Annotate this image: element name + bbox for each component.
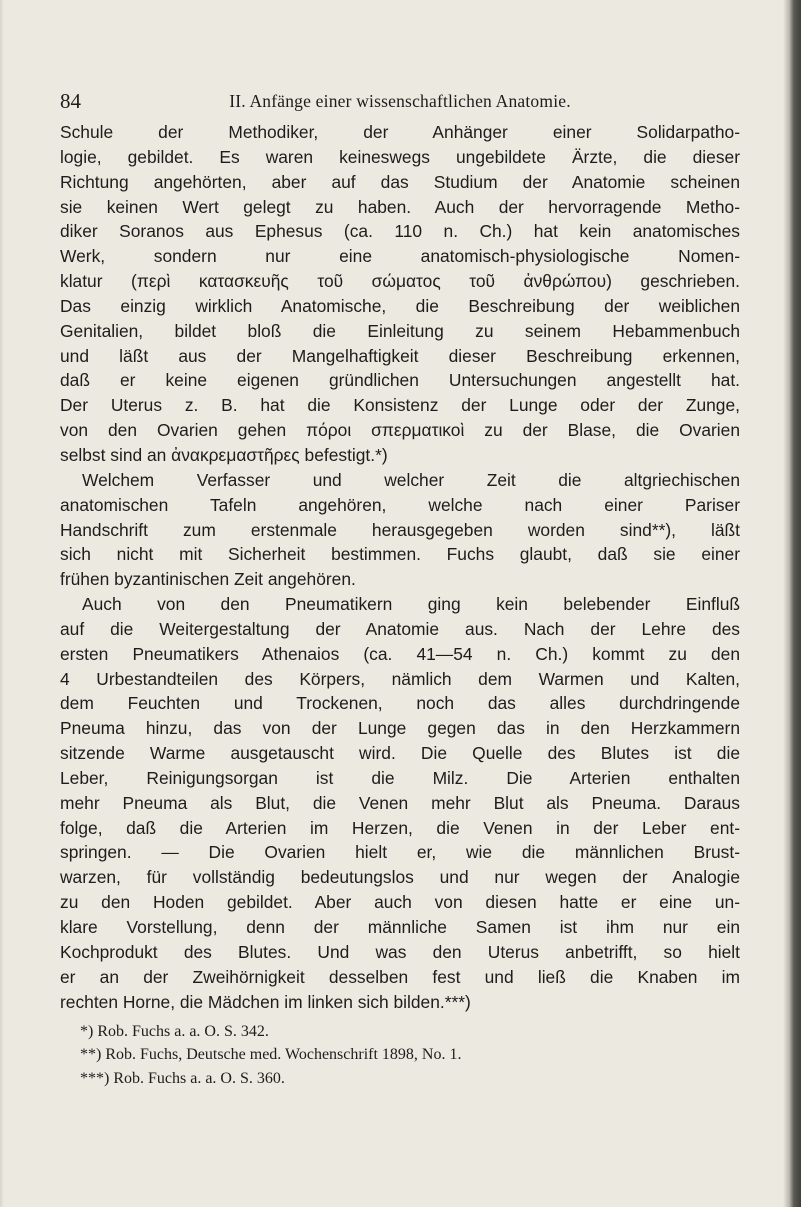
page-header <box>60 89 740 119</box>
text-line: von den Ovarien gehen πόροι σπερματικοὶ zu der Blase, die Ovarien <box>60 420 740 441</box>
text-line: klare Vorstellung, denn der männliche Samen ist ihm nur ein <box>60 917 740 937</box>
text-line: klatur (περὶ κατασκευῆς τοῦ σώματος τοῦ ἀνθρώπου) geschrieben. <box>60 271 740 292</box>
text-line: und läßt aus der Mangelhaftigkeit dieser Beschreibung erkennen, <box>60 345 740 366</box>
text-line: rechten Horne, die Mädchen im linken sich bilden.***) <box>60 991 471 1012</box>
text-line: warzen, für vollständig bedeutungslos und nur wegen der Analogie <box>60 867 740 888</box>
text-line: logie, gebildet. Es waren keineswegs ungebildete Ärzte, die dieser <box>60 146 740 167</box>
footnote: *) Rob. Fuchs a. a. O. S. 342. <box>80 1023 269 1040</box>
text-line: daß er keine eigenen gründlichen Untersuchungen angestellt hat. <box>60 370 740 391</box>
text-line: 4 Urbestandteilen des Körpers, nämlich dem Warmen und Kalten, <box>60 668 740 689</box>
text-line: ersten Pneumatikers Athenaios (ca. 41—54 n. Ch.) kommt zu den <box>60 643 740 664</box>
text-line: zu den Hoden gebildet. Aber auch von diesen hatte er eine un- <box>60 892 740 913</box>
text-line: Werk, sondern nur eine anatomisch-physiologische Nomen- <box>60 246 740 267</box>
text-line: Leber, Reinigungsorgan ist die Milz. Die Arterien enthalten <box>60 767 740 788</box>
text-line: mehr Pneuma als Blut, die Venen mehr Blut als Pneuma. Daraus <box>60 792 740 813</box>
text-line: selbst sind an ἀνακρεμαστῆρες befestigt.*) <box>60 444 388 465</box>
text-line: Pneuma hinzu, das von der Lunge gegen das in den Herzkammern <box>60 718 740 739</box>
body-text <box>60 120 740 1014</box>
book-spine-shadow <box>783 0 801 1207</box>
footnote: **) Rob. Fuchs, Deutsche med. Wochenschrift 1898, No. 1. <box>80 1046 462 1064</box>
text-line: Der Uterus z. B. hat die Konsistenz der Lunge oder der Zunge, <box>60 395 740 416</box>
text-line: Schule der Methodiker, der Anhänger einer Solidarpatho- <box>60 122 740 142</box>
page-number: 84 <box>60 89 81 113</box>
text-line: frühen byzantinischen Zeit angehören. <box>60 569 356 590</box>
text-line: anatomischen Tafeln angehören, welche nach einer Pariser <box>60 494 740 515</box>
text-line: Das einzig wirklich Anatomische, die Beschreibung der weiblichen <box>60 295 740 316</box>
running-head: II. Anfänge einer wissenschaftlichen Anatomie. <box>229 91 571 111</box>
text-line: Handschrift zum erstenmale herausgegeben worden sind**), läßt <box>60 519 740 540</box>
text-line: sie keinen Wert gelegt zu haben. Auch der hervorragende Metho- <box>60 196 740 217</box>
text-line: er an der Zweihörnigkeit desselben fest und ließ die Knaben im <box>60 966 740 987</box>
text-line: Genitalien, bildet bloß die Einleitung zu seinem Hebammenbuch <box>60 320 740 341</box>
text-line: Welchem Verfasser und welcher Zeit die altgriechischen <box>82 469 740 490</box>
text-line: diker Soranos aus Ephesus (ca. 110 n. Ch.) hat kein anatomisches <box>60 221 740 242</box>
text-line: dem Feuchten und Trockenen, noch das alles durchdringende <box>60 693 740 714</box>
text-line: springen. — Die Ovarien hielt er, wie die männlichen Brust- <box>60 842 740 863</box>
text-line: sitzende Warme ausgetauscht wird. Die Quelle des Blutes ist die <box>60 743 740 764</box>
text-line: Auch von den Pneumatikern ging kein belebender Einfluß <box>82 594 740 615</box>
text-line: Kochprodukt des Blutes. Und was den Uterus anbetrifft, so hielt <box>60 941 740 962</box>
text-line: folge, daß die Arterien im Herzen, die Venen in der Leber ent- <box>60 817 740 838</box>
footnotes <box>80 1020 720 1090</box>
text-line: sich nicht mit Sicherheit bestimmen. Fuchs glaubt, daß sie einer <box>60 544 740 565</box>
page-left-edge <box>0 0 4 1207</box>
text-line: auf die Weitergestaltung der Anatomie aus. Nach der Lehre des <box>60 618 740 639</box>
footnote: ***) Rob. Fuchs a. a. O. S. 360. <box>80 1069 285 1087</box>
text-line: Richtung angehörten, aber auf das Studium der Anatomie scheinen <box>60 171 740 192</box>
